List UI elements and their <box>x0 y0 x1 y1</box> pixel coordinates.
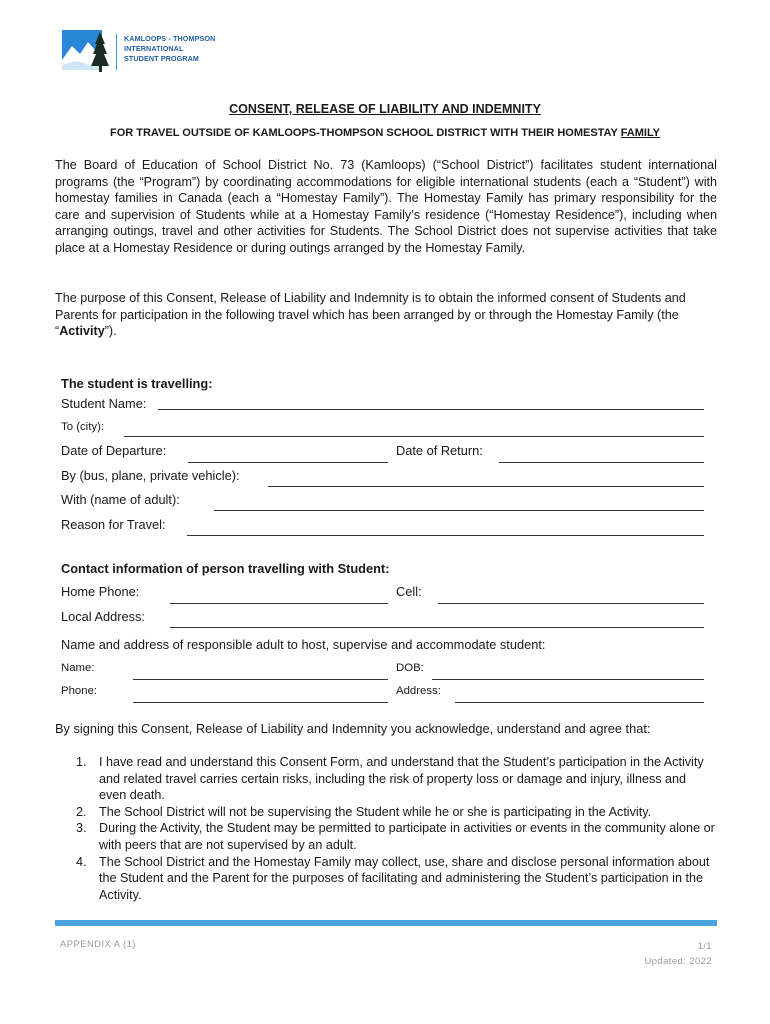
dob-field[interactable] <box>432 679 704 680</box>
list-number: 2. <box>76 804 87 819</box>
local-address-field[interactable] <box>170 627 704 628</box>
logo-line-3: STUDENT PROGRAM <box>124 53 199 63</box>
list-item <box>76 804 716 821</box>
host-address-label: Address: <box>396 685 441 697</box>
footer-right <box>644 939 712 969</box>
with-adult-field[interactable] <box>214 510 704 511</box>
footer-appendix: APPENDIX A (1) <box>60 939 136 950</box>
with-adult-label: With (name of adult): <box>61 492 180 507</box>
list-text: The School District and the Homestay Family may collect, use, share and disclose personal information about the Student and the Parent for the purposes of facilitating and administering the Student’s participation in the Activity. <box>99 854 710 902</box>
cell-label: Cell: <box>396 584 422 599</box>
list-number: 3. <box>76 821 87 836</box>
cell-field[interactable] <box>438 603 704 604</box>
host-name-field[interactable] <box>133 679 388 680</box>
home-phone-field[interactable] <box>170 603 388 604</box>
purpose-paragraph <box>55 290 717 340</box>
travel-section-heading: The student is travelling: <box>61 376 213 391</box>
host-address-field[interactable] <box>455 702 704 703</box>
by-vehicle-field[interactable] <box>268 486 704 487</box>
student-name-field[interactable] <box>158 409 704 410</box>
activity-term: Activity <box>59 324 105 339</box>
list-number: 1. <box>76 755 87 769</box>
list-number: 4. <box>76 854 87 869</box>
program-logo <box>62 28 232 78</box>
list-item <box>76 820 716 853</box>
agreement-list <box>76 754 716 903</box>
list-text: I have read and understand this Consent Form, and understand that the Student’s participation in the Activity and related travel carries certain risks, including the risk of property loss or damage and injury, illness and even death. <box>99 755 704 803</box>
host-name-label: Name: <box>61 662 95 674</box>
date-departure-field[interactable] <box>188 462 388 463</box>
footer-bar <box>55 920 717 926</box>
host-heading: Name and address of responsible adult to host, supervise and accommodate student: <box>61 637 546 652</box>
page-number: 1/1 <box>697 941 712 952</box>
intro-paragraph: The Board of Education of School District No. 73 (Kamloops) (“School District”) facilitates student international programs (the “Program”) by coordinating accommodations for eligible international students (each a “Student”) with homestay families in Canada (each a “Homestay Family”). The Homestay Family has primary responsibility for the care and supervision of Students while at a Homestay Family’s residence (“Homestay Residence”), including when arranging outings, travel and other activities for Students. The School District does not supervise activities that take place at a Homestay Residence or during outings arranged by the Homestay Family. <box>55 158 717 255</box>
by-vehicle-label: By (bus, plane, private vehicle): <box>61 468 240 483</box>
reason-field[interactable] <box>187 535 704 536</box>
dob-label: DOB: <box>396 662 424 674</box>
logo-text <box>124 34 215 63</box>
home-phone-label: Home Phone: <box>61 584 140 599</box>
logo-divider <box>116 34 117 70</box>
agreement-intro: By signing this Consent, Release of Liability and Indemnity you acknowledge, understand and agree that: <box>55 721 651 736</box>
mountain-trees-logo-icon <box>62 28 110 76</box>
contact-section-heading: Contact information of person travelling with Student: <box>61 561 390 576</box>
to-city-field[interactable] <box>124 436 704 437</box>
host-phone-field[interactable] <box>133 702 388 703</box>
reason-label: Reason for Travel: <box>61 517 166 532</box>
date-return-label: Date of Return: <box>396 443 483 458</box>
logo-line-2: INTERNATIONAL <box>124 43 184 53</box>
to-city-label: To (city): <box>61 421 105 433</box>
updated-date: Updated: 2022 <box>644 956 712 967</box>
date-departure-label: Date of Departure: <box>61 443 167 458</box>
list-text: The School District will not be supervising the Student while he or she is participating in the Activity. <box>99 804 652 819</box>
subtitle-underlined: FAMILY <box>620 127 661 139</box>
list-text: During the Activity, the Student may be permitted to participate in activities or events in the community alone or with peers that are not supervised by an adult. <box>99 821 715 852</box>
document-subtitle <box>0 127 770 139</box>
list-item <box>76 754 716 804</box>
date-return-field[interactable] <box>499 462 704 463</box>
document-title: CONSENT, RELEASE OF LIABILITY AND INDEMNITY <box>229 102 541 116</box>
purpose-end: ”). <box>104 324 117 339</box>
student-name-label: Student Name: <box>61 396 147 411</box>
logo-line-1: KAMLOOPS - THOMPSON <box>124 34 216 43</box>
local-address-label: Local Address: <box>61 609 145 624</box>
purpose-text: The purpose of this Consent, Release of Liability and Indemnity is to obtain the informed consent of Students and Parents for participation in the following travel which has been arranged by or through the Homestay Family (the “ <box>55 291 686 339</box>
host-phone-label: Phone: <box>61 685 98 697</box>
subtitle-text: FOR TRAVEL OUTSIDE OF KAMLOOPS-THOMPSON SCHOOL DISTRICT WITH THEIR HOMESTAY <box>109 127 621 139</box>
list-item <box>76 854 716 904</box>
